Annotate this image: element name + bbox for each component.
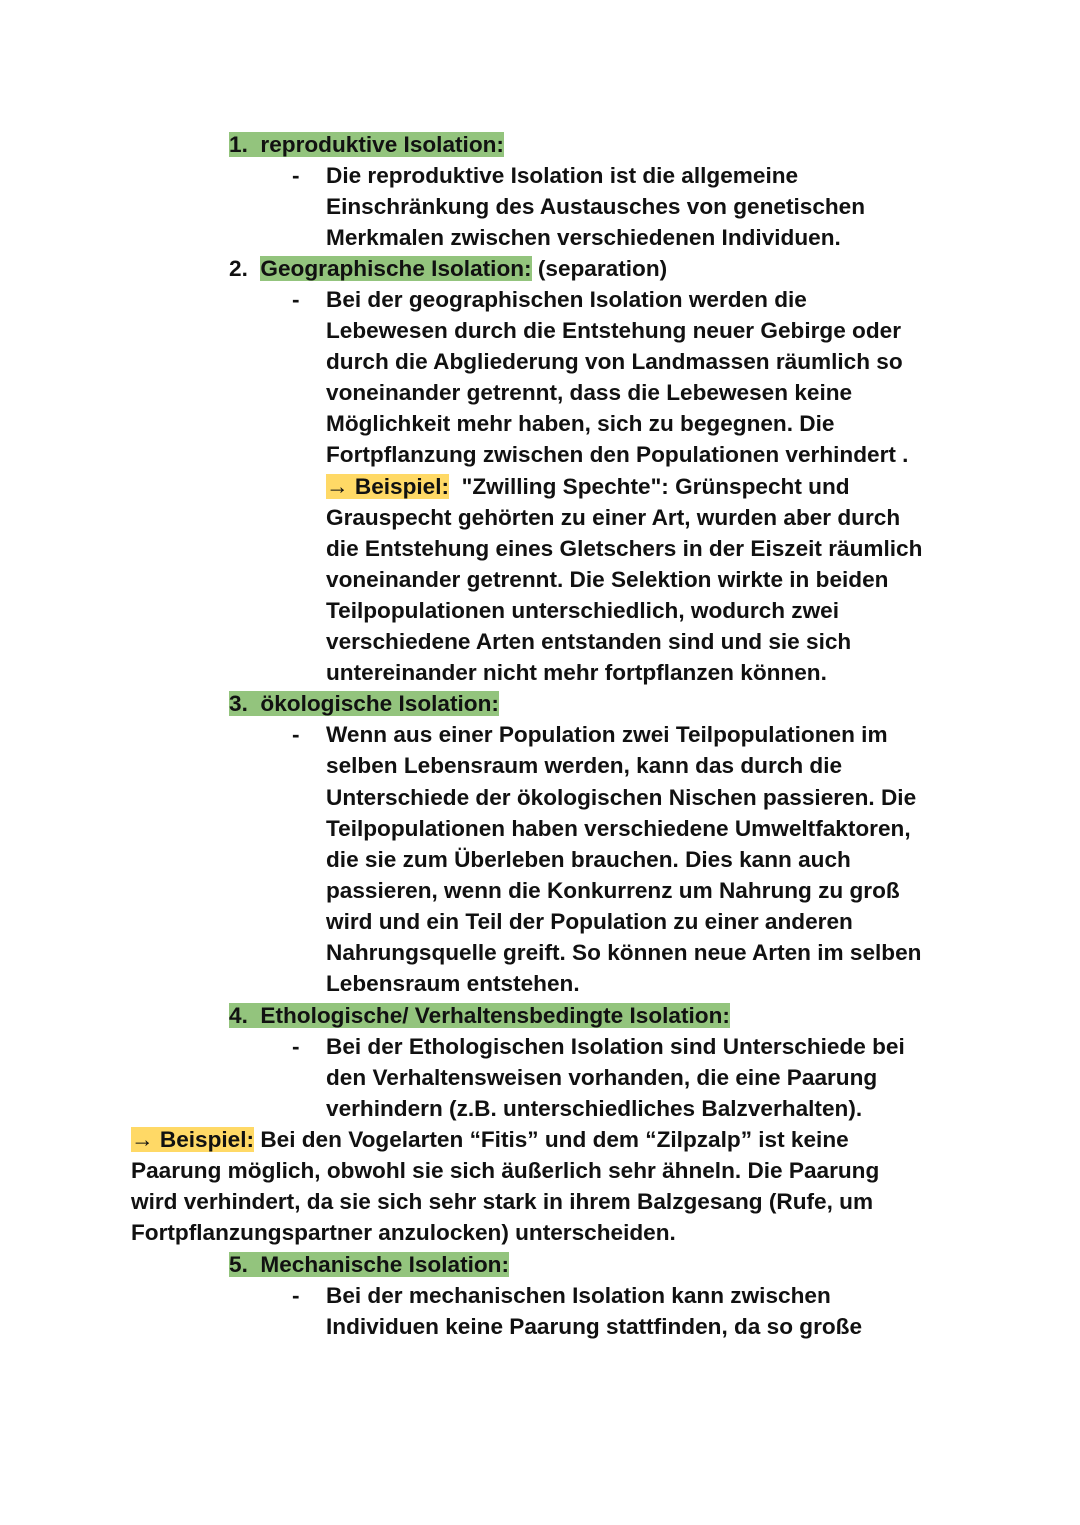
example-text: "Zwilling Spechte": Grünspecht und (449, 474, 850, 499)
body-line: Wenn aus einer Population zwei Teilpopulationen im (326, 722, 888, 747)
body-line: Bei der Ethologischen Isolation sind Unterschiede bei (326, 1034, 905, 1059)
body-line: die Entstehung eines Gletschers in der Eiszeit räumlich (326, 536, 923, 561)
body-line: Individuen keine Paarung stattfinden, da so große (326, 1314, 863, 1339)
section-heading-highlight (229, 691, 499, 716)
body-line: Merkmalen zwischen verschiedenen Individuen. (326, 225, 841, 250)
body-line: wird und ein Teil der Population zu einer anderen (326, 909, 853, 934)
body-line: Lebewesen durch die Entstehung neuer Gebirge oder (326, 318, 901, 343)
body-line: Lebensraum entstehen. (326, 971, 580, 996)
section-title-suffix: (separation) (531, 256, 668, 281)
section-heading-highlight (229, 132, 504, 157)
section-number: 2. (229, 256, 248, 281)
body-line: Teilpopulationen unterschiedlich, wodurch zwei (326, 598, 840, 623)
body-line: Teilpopulationen haben verschiedene Umweltfaktoren, (326, 816, 911, 841)
body-line: Bei der geographischen Isolation werden die (326, 287, 807, 312)
body-line: Möglichkeit mehr haben, sich zu begegnen. Die (326, 411, 835, 436)
body-line: voneinander getrennt. Die Selektion wirkte in beiden (326, 567, 889, 592)
section-heading-highlight (229, 1003, 730, 1028)
section-title: Geographische Isolation: (260, 256, 532, 281)
body-line: untereinander nicht mehr fortpflanzen können. (326, 660, 827, 685)
body-line: Einschränkung des Austausches von genetischen (326, 194, 866, 219)
body-line: Fortpflanzungspartner anzulocken) unterscheiden. (131, 1220, 676, 1245)
body-line: Paarung möglich, obwohl sie sich äußerlich sehr ähneln. Die Paarung (131, 1158, 880, 1183)
example-label: → Beispiel: (131, 1127, 255, 1152)
example-text: Bei den Vogelarten “Fitis” und dem “Zilpzalp” ist keine (254, 1127, 849, 1152)
bullet-dash: - (292, 163, 300, 188)
section-heading-5 (229, 1250, 509, 1279)
section-heading-3 (229, 689, 499, 718)
body-line: Bei der mechanischen Isolation kann zwischen (326, 1283, 831, 1308)
section-title: Ethologische/ Verhaltensbedingte Isolation: (260, 1003, 730, 1028)
section-number: 4. (229, 1003, 248, 1028)
body-line: Nahrungsquelle greift. So können neue Arten im selben (326, 940, 922, 965)
body-line: durch die Abgliederung von Landmassen räumlich so (326, 349, 903, 374)
section-number: 5. (229, 1252, 248, 1277)
body-line: voneinander getrennt, dass die Lebewesen keine (326, 380, 853, 405)
body-line: verschiedene Arten entstanden sind und sie sich (326, 629, 852, 654)
bullet-dash: - (292, 1283, 300, 1308)
bullet-dash: - (292, 1034, 300, 1059)
body-line: den Verhaltensweisen vorhanden, die eine Paarung (326, 1065, 878, 1090)
section-heading-highlight (229, 1252, 509, 1277)
section-heading-4 (229, 1001, 730, 1030)
body-line: Die reproduktive Isolation ist die allgemeine (326, 163, 799, 188)
body-line: wird verhindert, da sie sich sehr stark in ihrem Balzgesang (Rufe, um (131, 1189, 874, 1214)
section-heading-1 (229, 130, 504, 159)
section-title: ökologische Isolation: (260, 691, 499, 716)
body-line: selben Lebensraum werden, kann das durch die (326, 753, 843, 778)
example-line (131, 1125, 849, 1154)
body-line: Fortpflanzung zwischen den Populationen verhindert . (326, 442, 909, 467)
body-line: passieren, wenn die Konkurrenz um Nahrung zu groß (326, 878, 900, 903)
section-title: reproduktive Isolation: (260, 132, 504, 157)
body-line: Unterschiede der ökologischen Nischen passieren. Die (326, 785, 917, 810)
example-label: → Beispiel: (326, 474, 450, 499)
section-title: Mechanische Isolation: (260, 1252, 509, 1277)
bullet-dash: - (292, 722, 300, 747)
example-line (326, 472, 850, 501)
section-heading-2 (229, 254, 667, 283)
body-line: verhindern (z.B. unterschiedliches Balzverhalten). (326, 1096, 863, 1121)
body-line: die sie zum Überleben brauchen. Dies kann auch (326, 847, 851, 872)
bullet-dash: - (292, 287, 300, 312)
body-line: Grauspecht gehörten zu einer Art, wurden aber durch (326, 505, 901, 530)
section-number: 1. (229, 132, 248, 157)
section-number: 3. (229, 691, 248, 716)
